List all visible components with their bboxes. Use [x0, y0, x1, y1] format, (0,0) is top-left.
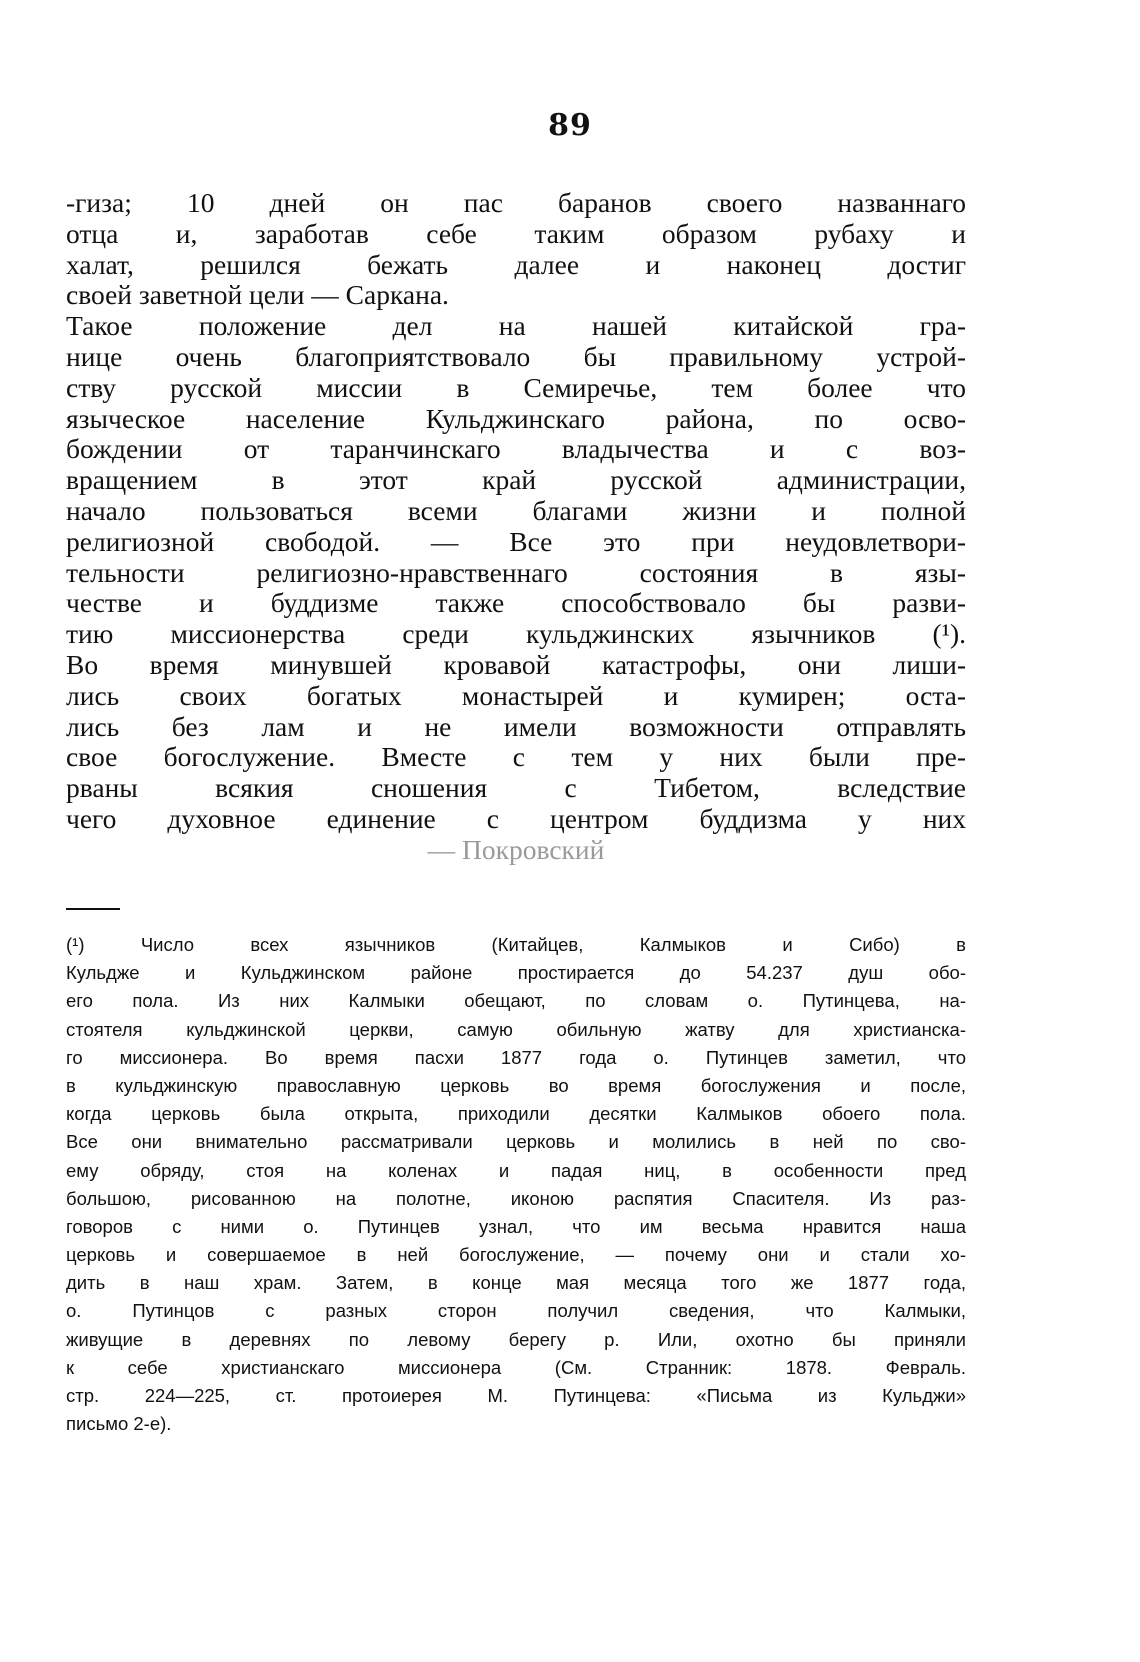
text-line: рваны всякия сношения с Тибетом, вследствие [66, 773, 966, 804]
footnote-line: его пола. Из них Калмыки обещают, по словам о. Путинцева, на- [66, 990, 966, 1012]
text-line: нице очень благоприятствовало бы правильному устрой- [66, 341, 966, 372]
footnote-line: дить в наш храм. Затем, в конце мая месяца того же 1877 года, [66, 1272, 966, 1294]
footnote-line: говоров с ними о. Путинцев узнал, что им весьма нравится наша [66, 1215, 966, 1237]
footnote-rule [66, 908, 120, 910]
text-line: отца и, заработав себе таким образом рубаху и [66, 218, 966, 249]
footnote-line: го миссионера. Во время пасхи 1877 года о. Путинцев заметил, что [66, 1046, 966, 1068]
text-line: -гиза; 10 дней он пас баранов своего названнаго [66, 188, 966, 218]
footnote-line: живущие в деревнях по левому берегу р. Или, охотно бы приняли [66, 1328, 966, 1350]
footnote-line: Кульдже и Кульджинском районе простирается до 54.237 душ обо- [66, 962, 966, 984]
footnote-line: письмо 2-е). [66, 1413, 172, 1435]
text-line: ству русской миссии в Семиречье, тем более что [66, 372, 966, 403]
page-number: 89 [548, 108, 592, 143]
footnote-line: ему обряду, стоя на коленах и падая ниц, в особенности пред [66, 1159, 966, 1181]
footnote-line: церковь и совершаемое в ней богослужение, — почему они и стали хо- [66, 1244, 966, 1266]
footnote-line: (¹) Число всех язычников (Китайцев, Калмыков и Сибо) в [66, 934, 966, 955]
footnote-line: к себе христианскаго миссионера (См. Странник: 1878. Февраль. [66, 1356, 966, 1378]
footnote-line: когда церковь была открыта, приходили десятки Калмыков обоего пола. [66, 1103, 966, 1125]
footnote-line: стр. 224—225, ст. протоиерея М. Путинцева: «Письма из Кульджи» [66, 1385, 966, 1406]
footnote-line: о. Путинцов с разных сторон получил сведения, что Калмыки, [66, 1300, 966, 1322]
bleed-through-line: — Покровский [427, 834, 605, 865]
footnotes [66, 931, 966, 1438]
text-line: тельности религиозно-нравственнаго состояния в язы- [66, 557, 966, 588]
footnote-line: в кульджинскую православную церковь во время богослужения и после, [66, 1074, 966, 1096]
text-line: бождении от таранчинскаго владычества и с воз- [66, 434, 966, 465]
text-line: халат, решился бежать далее и наконец достиг [66, 249, 966, 280]
text-line: начало пользоваться всеми благами жизни и полной [66, 495, 966, 526]
text-line: Во время минувшей кровавой катастрофы, они лиши- [66, 649, 966, 680]
footnote-line: Все они внимательно рассматривали церковь и молились в ней по сво- [66, 1131, 966, 1153]
text-line: лись своих богатых монастырей и кумирен; оста- [66, 680, 966, 711]
footnote-line: стоятеля кульджинской церкви, самую обильную жатву для христианска- [66, 1018, 966, 1040]
text-line: честве и буддизме также способствовало бы разви- [66, 588, 966, 619]
text-line: тию миссионерства среди кульджинских язычников (¹). [66, 619, 966, 650]
text-line: лись без лам и не имели возможности отправлять [66, 711, 966, 742]
text-line: религиозной свободой. — Все это при неудовлетвори- [66, 526, 966, 557]
text-line: своей заветной цели — Саркана. [66, 280, 449, 311]
footnote-line: большою, рисованною на полотне, иконою распятия Спасителя. Из раз- [66, 1187, 966, 1209]
text-line: свое богослужение. Вместе с тем у них были пре- [66, 742, 966, 773]
text-line: чего духовное единение с центром буддизма у них [66, 803, 966, 834]
main-text [66, 188, 966, 866]
text-line: Такое положение дел на нашей китайской гра- [66, 311, 966, 342]
text-line: вращением в этот край русской администрации, [66, 465, 966, 496]
text-line: языческое население Кульджинскаго района, по осво- [66, 403, 966, 434]
